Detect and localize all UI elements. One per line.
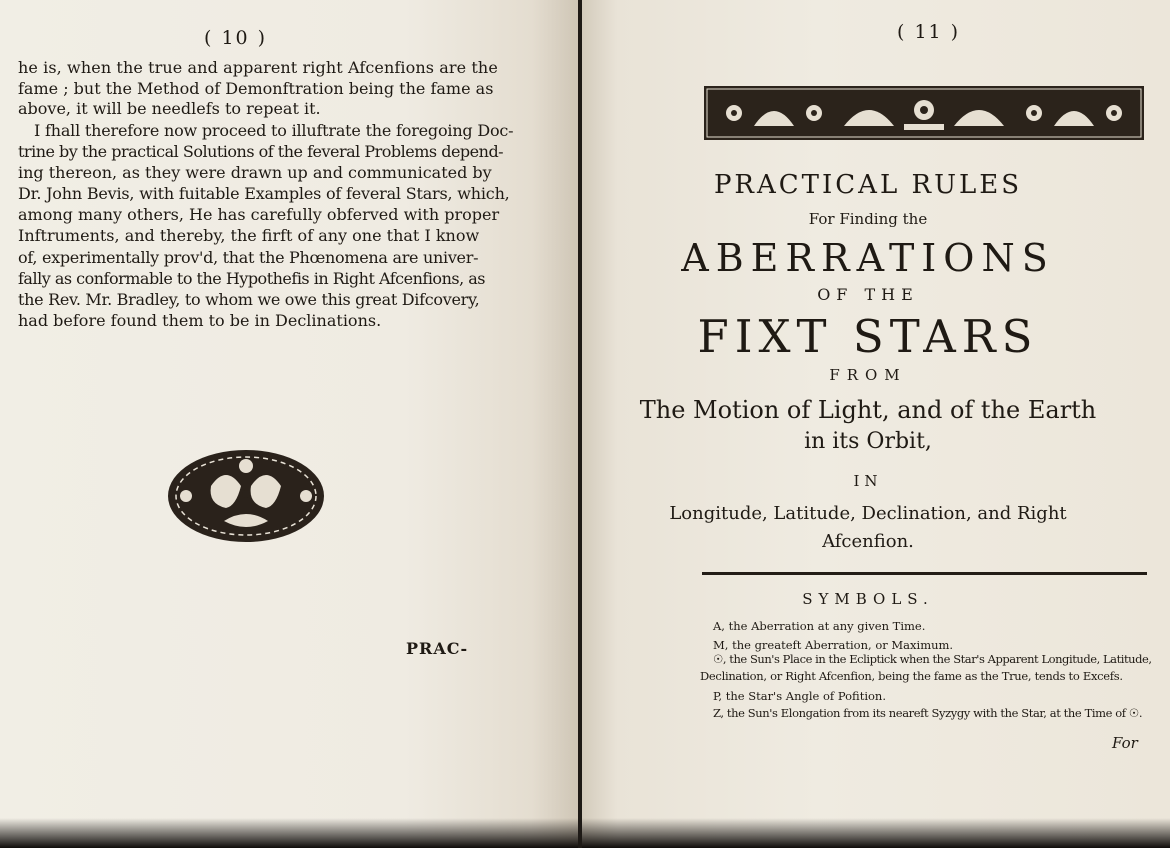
title-from: FROM bbox=[829, 366, 907, 384]
title-coordinates-line: Afcenfion. bbox=[822, 531, 914, 552]
left-page bbox=[0, 0, 578, 848]
symbol-definition: Z, the Sun's Elongation from its neareft Syzygy with the Star, at the Time of ☉. bbox=[713, 706, 1143, 720]
decorative-vignette-icon bbox=[166, 446, 326, 546]
right-page bbox=[582, 0, 1170, 848]
title-motion-line: in its Orbit, bbox=[804, 429, 932, 454]
decorative-headpiece-icon bbox=[704, 86, 1144, 140]
title-of-the: OF THE bbox=[817, 285, 919, 304]
title-for-finding: For Finding the bbox=[808, 210, 928, 228]
symbol-definition: ☉, the Sun's Place in the Ecliptick when the Star's Apparent Longitude, Latitude, bbox=[713, 652, 1152, 666]
text-line: above, it will be needlefs to repeat it. bbox=[18, 99, 321, 118]
page-edge-shadow bbox=[582, 818, 1170, 848]
symbol-definition: A, the Aberration at any given Time. bbox=[713, 619, 926, 633]
text-line: the Rev. Mr. Bradley, to whom we owe this great Difcovery, bbox=[18, 290, 480, 309]
text-line: fally as conformable to the Hypothefis in Right Afcenfions, as bbox=[18, 269, 485, 288]
title-fixt-stars: FIXT STARS bbox=[697, 310, 1039, 363]
text-line: trine by the practical Solutions of the feveral Problems depend- bbox=[18, 142, 504, 161]
page-edge-shadow bbox=[0, 818, 578, 848]
text-line: he is, when the true and apparent right Afcenfions are the bbox=[18, 58, 498, 77]
symbols-heading: SYMBOLS. bbox=[802, 590, 934, 608]
text-line: Dr. John Bevis, with fuitable Examples of feveral Stars, which, bbox=[18, 184, 510, 203]
catchword: For bbox=[1112, 734, 1138, 752]
page-number: ( 10 ) bbox=[204, 27, 268, 49]
text-line: of, experimentally prov'd, that the Phœnomena are univer- bbox=[18, 248, 479, 267]
symbol-definition: M, the greateft Aberration, or Maximum. bbox=[713, 638, 954, 652]
title-practical-rules: PRACTICAL RULES bbox=[713, 170, 1023, 200]
title-aberrations: ABERRATIONS bbox=[681, 236, 1055, 280]
catchword: PRAC- bbox=[406, 639, 469, 658]
page-number: ( 11 ) bbox=[897, 21, 961, 43]
text-line: ing thereon, as they were drawn up and communicated by bbox=[18, 163, 492, 182]
title-in: IN bbox=[853, 472, 883, 490]
title-motion-line: The Motion of Light, and of the Earth bbox=[639, 396, 1097, 424]
text-line: fame ; but the Method of Demonftration being the fame as bbox=[18, 79, 494, 98]
symbol-definition: Declination, or Right Afcenfion, being the fame as the True, tends to Excefs. bbox=[700, 669, 1123, 683]
text-line: had before found them to be in Declinations. bbox=[18, 311, 382, 330]
text-line: Inftruments, and thereby, the firft of any one that I know bbox=[18, 226, 480, 245]
text-line: among many others, He has carefully obferved with proper bbox=[18, 205, 500, 224]
symbol-definition: P, the Star's Angle of Pofition. bbox=[713, 689, 886, 703]
horizontal-rule bbox=[702, 572, 1147, 575]
title-coordinates-line: Longitude, Latitude, Declination, and Right bbox=[669, 503, 1067, 524]
text-line: I fhall therefore now proceed to illuftrate the foregoing Doc- bbox=[34, 121, 514, 140]
